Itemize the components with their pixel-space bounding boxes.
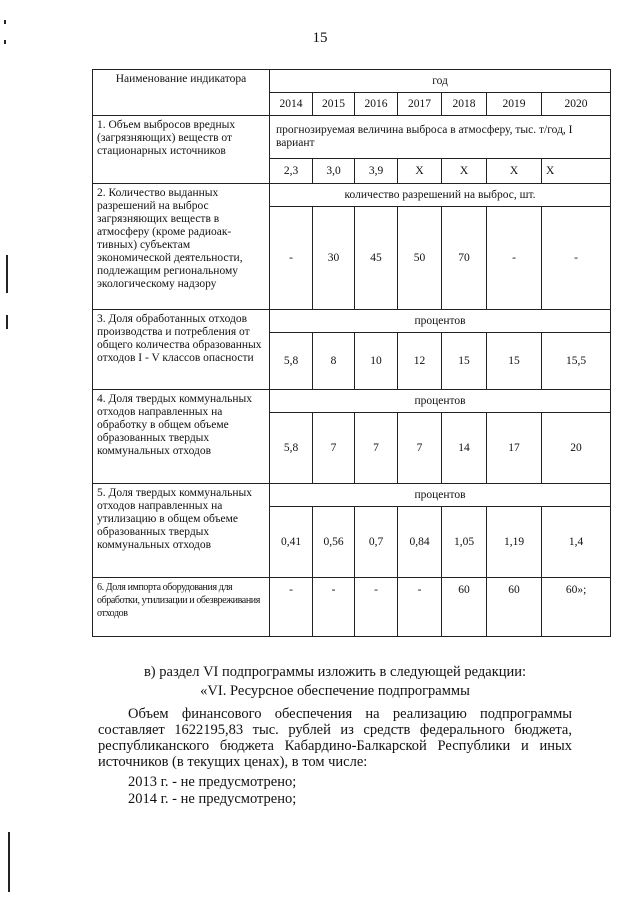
unit-cell: процентов [270,310,611,333]
value-cell: X [398,159,442,184]
value-cell: 0,56 [313,507,355,578]
value-cell: 12 [398,333,442,390]
indicator-name-cell: 2. Количество выданных разрешений на выброс загрязняющих веществ в атмосферу (кроме радиоак-тивных) субъектам экономической деятельности, подлежащим региональному экологическому надзору [93,184,270,310]
line-2014: 2014 г. - не предусмотрено; [128,791,297,807]
value-cell: X [487,159,542,184]
section-line: в) раздел VI подпрограммы изложить в следующей редакции: [143,664,527,680]
value-cell: 15 [442,333,487,390]
header-name-cell: Наименование индикатора [93,70,270,116]
value-cell: X [542,159,611,184]
value-cell: 60 [442,578,487,637]
table-row [93,578,611,637]
indicator-name-cell: 6. Доля импорта оборудования для обработки, утилизации и обезвреживания отходов [93,578,270,637]
year-cell: 2015 [313,93,355,116]
value-cell: - [487,207,542,310]
value-cell: 0,84 [398,507,442,578]
indicator-name-cell: 1. Объем выбросов вредных (загрязняющих) веществ от стационарных источников [93,116,270,184]
value-cell: 7 [398,413,442,484]
value-cell: - [542,207,611,310]
value-cell: 1,4 [542,507,611,578]
paragraph: Объем финансового обеспечения на реализацию подпрограммы составляет 1622195,83 тыс. рублей из средств федерального бюджета, республиканского бюджета Кабардино-Балкарской Республики и иных источников (в текущих ценах), в том числе: [98,706,572,770]
value-cell: 8 [313,333,355,390]
value-cell: 60»; [542,578,611,637]
value-cell: 7 [355,413,398,484]
year-cell: 2017 [398,93,442,116]
scan-mark [6,315,8,329]
value-cell: 0,41 [270,507,313,578]
table-row [93,390,611,413]
page-number: 15 [312,30,328,46]
unit-cell: количество разрешений на выброс, шт. [270,184,611,207]
indicator-name-cell: 4. Доля твердых коммунальных отходов направленных на обработку в общем объеме образованных твердых коммунальных отходов [93,390,270,484]
value-cell: 60 [487,578,542,637]
value-cell: - [313,578,355,637]
value-cell: 10 [355,333,398,390]
header-year-cell: год [270,70,611,93]
scan-mark [4,40,6,44]
year-cell: 2016 [355,93,398,116]
value-cell: 5,8 [270,333,313,390]
value-cell: - [398,578,442,637]
year-cell: 2020 [542,93,611,116]
scan-mark [8,832,10,892]
value-cell: 1,19 [487,507,542,578]
value-cell: 15 [487,333,542,390]
unit-cell: прогнозируемая величина выброса в атмосферу, тыс. т/год, I вариант [270,116,611,159]
table-header-row [93,70,611,93]
value-cell: 7 [313,413,355,484]
value-cell: 15,5 [542,333,611,390]
scan-mark [4,20,6,24]
value-cell: X [442,159,487,184]
year-cell: 2018 [442,93,487,116]
value-cell: 14 [442,413,487,484]
value-cell: - [270,207,313,310]
value-cell: 3,0 [313,159,355,184]
unit-cell: процентов [270,390,611,413]
value-cell: 45 [355,207,398,310]
indicator-table [92,69,611,637]
value-cell: 2,3 [270,159,313,184]
value-cell: 3,9 [355,159,398,184]
value-cell: 50 [398,207,442,310]
value-cell: 30 [313,207,355,310]
value-cell: - [270,578,313,637]
table-row [93,310,611,333]
year-cell: 2014 [270,93,313,116]
unit-cell: процентов [270,484,611,507]
indicator-name-cell: 3. Доля обработанных отходов производства и потребления от общего количества образованных отходов I - V классов опасности [93,310,270,390]
scan-mark [6,255,8,293]
value-cell: 5,8 [270,413,313,484]
indicator-name-cell: 5. Доля твердых коммунальных отходов направленных на утилизацию в общем объеме образованных твердых коммунальных отходов [93,484,270,578]
line-2013: 2013 г. - не предусмотрено; [128,774,297,790]
year-cell: 2019 [487,93,542,116]
section-title: «VI. Ресурсное обеспечение подпрограммы [200,683,470,699]
value-cell: 20 [542,413,611,484]
value-cell: 17 [487,413,542,484]
table-row [93,484,611,507]
table-row [93,116,611,159]
value-cell: 0,7 [355,507,398,578]
value-cell: - [355,578,398,637]
value-cell: 70 [442,207,487,310]
table-row [93,184,611,207]
value-cell: 1,05 [442,507,487,578]
